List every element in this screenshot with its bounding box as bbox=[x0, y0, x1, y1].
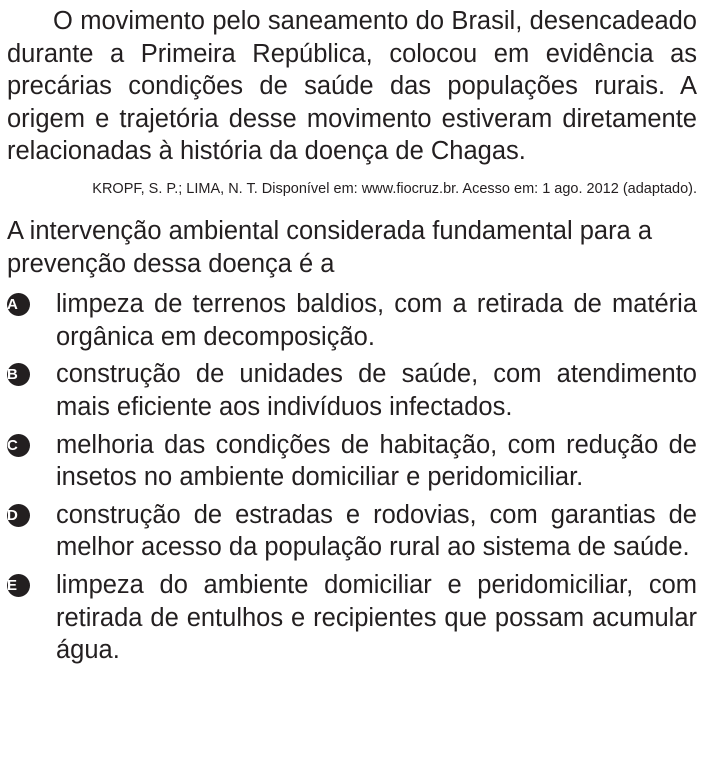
option-d-letter-badge: D bbox=[7, 504, 30, 527]
answer-options bbox=[7, 288, 697, 667]
option-b[interactable] bbox=[7, 358, 697, 423]
option-b-letter-badge: B bbox=[7, 363, 30, 386]
option-a-text: limpeza de terrenos baldios, com a retirada de matéria orgânica em decomposição. bbox=[56, 290, 697, 351]
option-c-letter-badge: C bbox=[7, 434, 30, 457]
option-a-letter-badge: A bbox=[7, 293, 30, 316]
option-e-letter-badge: E bbox=[7, 574, 30, 597]
option-d[interactable] bbox=[7, 499, 697, 564]
option-c[interactable] bbox=[7, 429, 697, 494]
option-c-text: melhoria das condições de habitação, com redução de insetos no ambiente domiciliar e peridomiciliar. bbox=[56, 430, 697, 492]
option-b-text: construção de unidades de saúde, com atendimento mais eficiente aos indivíduos infectados. bbox=[56, 360, 697, 421]
source-citation: KROPF, S. P.; LIMA, N. T. Disponível em: www.fiocruz.br. Acesso em: 1 ago. 2012 (adaptado). bbox=[92, 180, 697, 197]
option-e-text: limpeza do ambiente domiciliar e peridomiciliar, com retirada de entulhos e recipientes que possam acumular água. bbox=[56, 570, 697, 665]
question-stem: A intervenção ambiental considerada fundamental para a prevenção dessa doença é a bbox=[7, 216, 653, 278]
question-page bbox=[7, 5, 697, 672]
option-d-text: construção de estradas e rodovias, com garantias de melhor acesso da população rural ao sistema de saúde. bbox=[56, 500, 697, 562]
option-a[interactable] bbox=[7, 288, 697, 353]
option-e[interactable] bbox=[7, 569, 697, 667]
passage-text: O movimento pelo saneamento do Brasil, desencadeado durante a Primeira República, colocou em evidência as precárias condições de saúde das populações rurais. A origem e trajetória desse movimento estiveram diretamente relacionadas à história da doença de Chagas. bbox=[7, 7, 697, 166]
